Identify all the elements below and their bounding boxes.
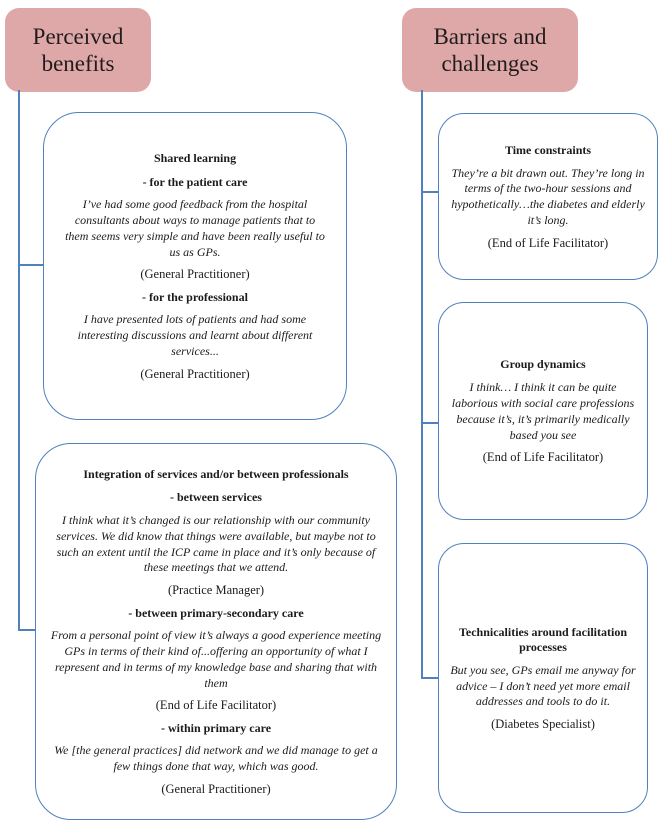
quote-attribution: (End of Life Facilitator) [482,450,604,465]
barriers-box-time-constraints [438,113,658,280]
theme-heading: Shared learning [153,150,237,165]
right-connector-stub-time-constraints [421,191,438,193]
right-connector-stub-group-dynamics [421,422,438,424]
sub-theme-heading: - between primary-secondary care [128,605,304,620]
barriers-box-technicalities [438,543,648,813]
benefits-box-shared-learning [43,112,347,420]
sub-theme-heading: - for the patient care [142,174,248,189]
quote-text: I think… I think it can be quite laborious with social care professions because it’s, it’s primarily medically based you see [451,380,635,442]
quote-attribution: (Diabetes Specialist) [491,717,595,732]
sub-theme-heading: - between services [170,490,262,505]
quote-text: We [the general practices] did network and we did manage to get a few things done that way, which was good. [54,743,378,774]
left-connector-vertical-line [18,90,20,630]
quote-text: I have presented lots of patients and had some interesting discussions and learnt about different services... [77,312,313,358]
theme-heading: Group dynamics [500,357,586,372]
perceived-benefits-title: Perceived benefits [5,8,151,92]
quote-text: But you see, GPs email me anyway for advice – I don’t need yet more email addresses and tools to do it. [450,662,636,709]
left-connector-stub-integration [18,629,35,631]
theme-heading: Integration of services and/or between professionals [83,466,349,481]
quote-attribution: (General Practitioner) [140,267,250,282]
sub-theme-heading: - within primary care [160,720,272,735]
theme-heading: Time constraints [504,142,592,157]
quote-attribution: (End of Life Facilitator) [487,235,609,250]
right-connector-stub-technicalities [421,677,438,679]
theme-heading: Technicalities around facilitation processes [458,624,627,655]
quote-text: I think what it’s changed is our relationship with our community services. We did know that things were available, but maybe not to such an extent until the ICP came in place and it’s only because of these meetings that we attend. [56,512,376,575]
benefits-box-integration [35,443,397,820]
quote-attribution: (Practice Manager) [167,583,265,598]
quote-text: I’ve had some good feedback from the hospital consultants about ways to manage patients that to them seems very simple and have been really useful to us as GPs. [65,197,325,259]
quote-text: They’re a bit drawn out. They’re long in terms of the two-hour sessions and hypothetically…the diabetes and elderly it’s long. [451,165,645,227]
quote-text: From a personal point of view it’s always a good experience meeting GPs in terms of their kind of...offering an opportunity of what I represent and in terms of my knowledge base and sharing that with them [50,628,382,690]
right-connector-vertical-line [421,90,423,678]
quote-attribution: (General Practitioner) [161,781,271,796]
barriers-challenges-title: Barriers and challenges [402,8,578,92]
barriers-box-group-dynamics [438,302,648,520]
left-connector-stub-shared-learning [18,264,43,266]
quote-attribution: (General Practitioner) [140,366,250,381]
sub-theme-heading: - for the professional [142,289,248,304]
quote-attribution: (End of Life Facilitator) [155,698,277,713]
